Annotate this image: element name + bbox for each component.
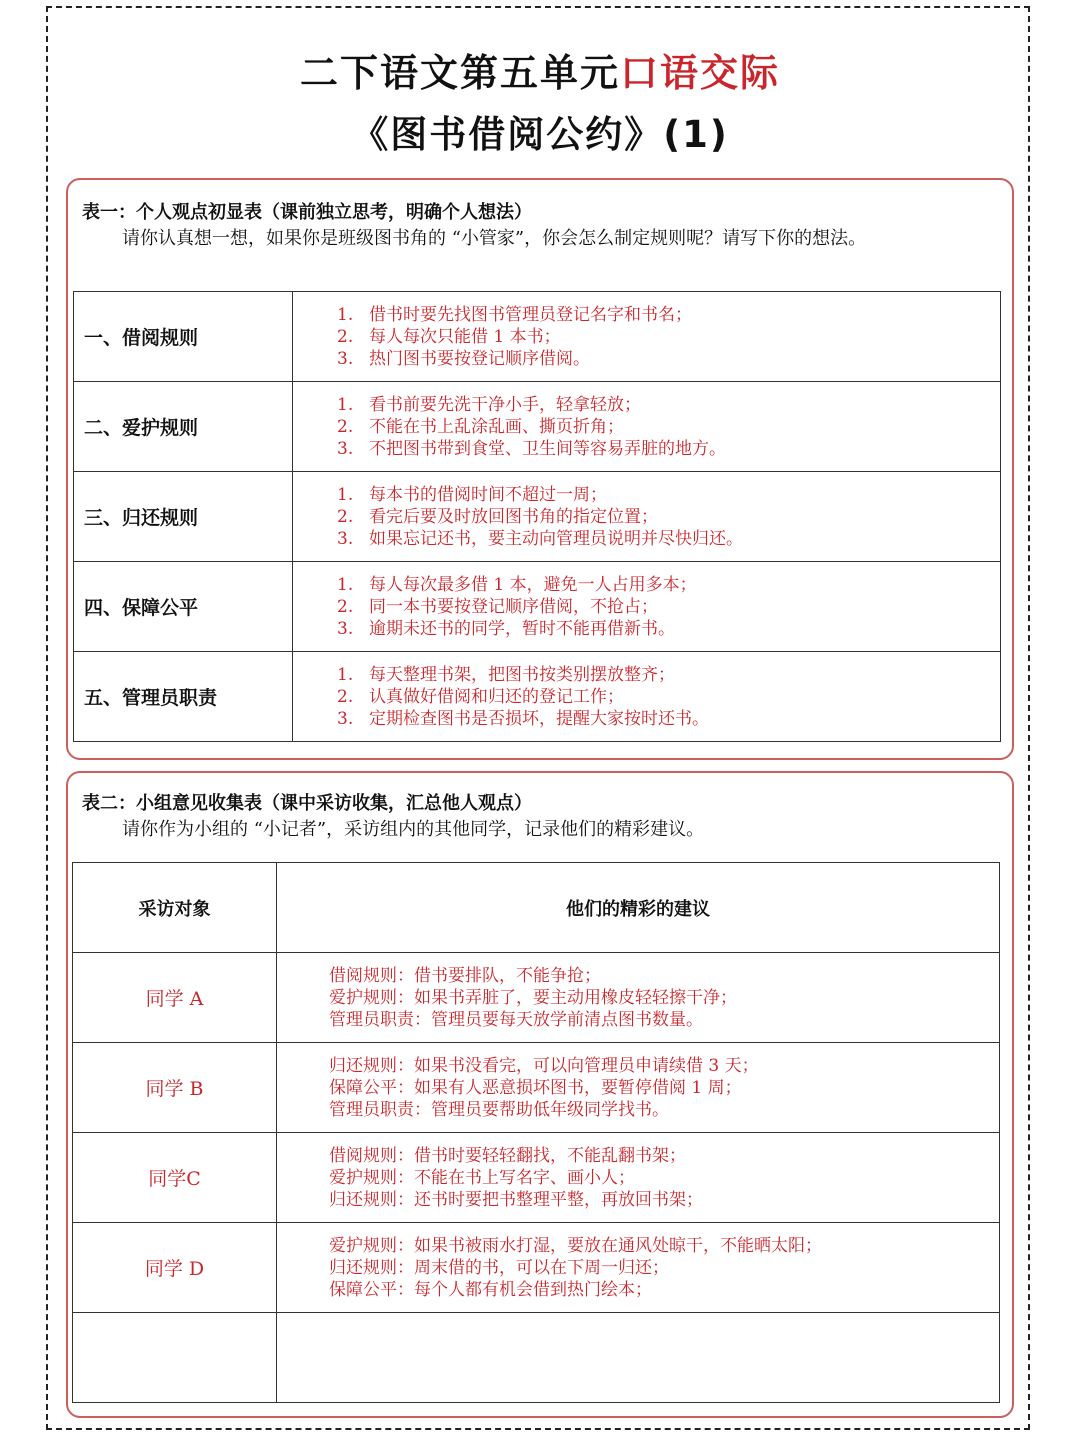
table1-row <box>74 562 1001 652</box>
table1-row <box>74 652 1001 742</box>
rule-item: 1. 每天整理书架，把图书按类别摆放整齐； <box>337 664 675 685</box>
interviewee-name: 同学 D <box>73 1223 277 1313</box>
table2-empty-row <box>73 1313 1000 1403</box>
empty-cell <box>277 1313 1000 1403</box>
suggestion-line: 归还规则：还书时要把书整理平整，再放回书架； <box>329 1189 703 1210</box>
rule-item: 1. 每人每次最多借 1 本，避免一人占用多本； <box>337 574 697 595</box>
table2-header-row <box>73 863 1000 953</box>
table1-row <box>74 472 1001 562</box>
rule-category-label: 一、借阅规则 <box>74 292 293 382</box>
rule-items-cell <box>293 382 1001 472</box>
title-highlight: 口语交际 <box>620 51 781 95</box>
rule-item: 3. 定期检查图书是否损坏，提醒大家按时还书。 <box>337 708 709 729</box>
rule-item: 2. 不能在书上乱涂乱画、撕页折角； <box>337 416 624 437</box>
suggestions-cell <box>277 953 1000 1043</box>
suggestion-line: 爱护规则：如果书被雨水打湿，要放在通风处晾干，不能晒太阳； <box>329 1235 822 1256</box>
empty-cell <box>73 1313 277 1403</box>
table2 <box>72 862 1000 1403</box>
table2-intro: 请你作为小组的 “小记者”，采访组内的其他同学，记录他们的精彩建议。 <box>122 819 705 840</box>
rule-items-cell <box>293 652 1001 742</box>
rule-item: 1. 每本书的借阅时间不超过一周； <box>337 484 607 505</box>
suggestions-cell <box>277 1223 1000 1313</box>
table1-row <box>74 382 1001 472</box>
table1-intro: 请你认真想一想，如果你是班级图书角的 “小管家”，你会怎么制定规则呢？请写下你的想法。 <box>122 228 867 249</box>
rule-items-cell <box>293 292 1001 382</box>
rule-category-label: 四、保障公平 <box>74 562 293 652</box>
rule-item: 3. 逾期未还书的同学，暂时不能再借新书。 <box>337 618 675 639</box>
table2-row <box>73 1133 1000 1223</box>
page-title-line1 <box>0 42 1080 97</box>
table2-row <box>73 1043 1000 1133</box>
rule-item: 3. 如果忘记还书，要主动向管理员说明并尽快归还。 <box>337 528 743 549</box>
suggestion-line: 爱护规则：如果书弄脏了，要主动用橡皮轻轻擦干净； <box>329 987 737 1008</box>
suggestion-line: 爱护规则：不能在书上写名字、画小人； <box>329 1167 635 1188</box>
table2-heading: 表二：小组意见收集表（课中采访收集，汇总他人观点） <box>82 793 532 814</box>
rule-category-label: 五、管理员职责 <box>74 652 293 742</box>
rule-item: 2. 每人每次只能借 1 本书； <box>337 326 561 347</box>
suggestion-line: 保障公平：如果有人恶意损坏图书，要暂停借阅 1 周； <box>329 1077 742 1098</box>
rule-items-cell <box>293 472 1001 562</box>
interviewee-name: 同学 B <box>73 1043 277 1133</box>
rule-category-label: 二、爱护规则 <box>74 382 293 472</box>
rule-item: 1. 看书前要先洗干净小手，轻拿轻放； <box>337 394 641 415</box>
rule-item: 3. 不把图书带到食堂、卫生间等容易弄脏的地方。 <box>337 438 726 459</box>
column-header-interviewee: 采访对象 <box>73 863 277 953</box>
suggestion-line: 借阅规则：借书时要轻轻翻找，不能乱翻书架； <box>329 1145 686 1166</box>
rule-category-label: 三、归还规则 <box>74 472 293 562</box>
suggestion-line: 保障公平：每个人都有机会借到热门绘本； <box>329 1279 652 1300</box>
suggestion-line: 管理员职责：管理员要帮助低年级同学找书。 <box>329 1099 669 1120</box>
table1-row <box>74 292 1001 382</box>
table2-row <box>73 1223 1000 1313</box>
table1 <box>73 291 1001 742</box>
rule-item: 1. 借书时要先找图书管理员登记名字和书名； <box>337 304 692 325</box>
rule-item: 3. 热门图书要按登记顺序借阅。 <box>337 348 590 369</box>
suggestion-line: 管理员职责：管理员要每天放学前清点图书数量。 <box>329 1009 703 1030</box>
interviewee-name: 同学C <box>73 1133 277 1223</box>
rule-item: 2. 看完后要及时放回图书角的指定位置； <box>337 506 658 527</box>
interviewee-name: 同学 A <box>73 953 277 1043</box>
suggestions-cell <box>277 1043 1000 1133</box>
table2-row <box>73 953 1000 1043</box>
rule-item: 2. 认真做好借阅和归还的登记工作； <box>337 686 624 707</box>
table1-heading: 表一：个人观点初显表（课前独立思考，明确个人想法） <box>82 202 532 223</box>
title-prefix: 二下语文第五单元 <box>299 51 620 95</box>
rule-items-cell <box>293 562 1001 652</box>
suggestion-line: 归还规则：如果书没看完，可以向管理员申请续借 3 天； <box>329 1055 759 1076</box>
rule-item: 2. 同一本书要按登记顺序借阅，不抢占； <box>337 596 658 617</box>
column-header-suggestions: 他们的精彩的建议 <box>277 863 1000 953</box>
suggestion-line: 归还规则：周末借的书，可以在下周一归还； <box>329 1257 669 1278</box>
page-title-line2: 《图书借阅公约》(1) <box>351 113 729 156</box>
suggestions-cell <box>277 1133 1000 1223</box>
suggestion-line: 借阅规则：借书要排队，不能争抢； <box>329 965 601 986</box>
